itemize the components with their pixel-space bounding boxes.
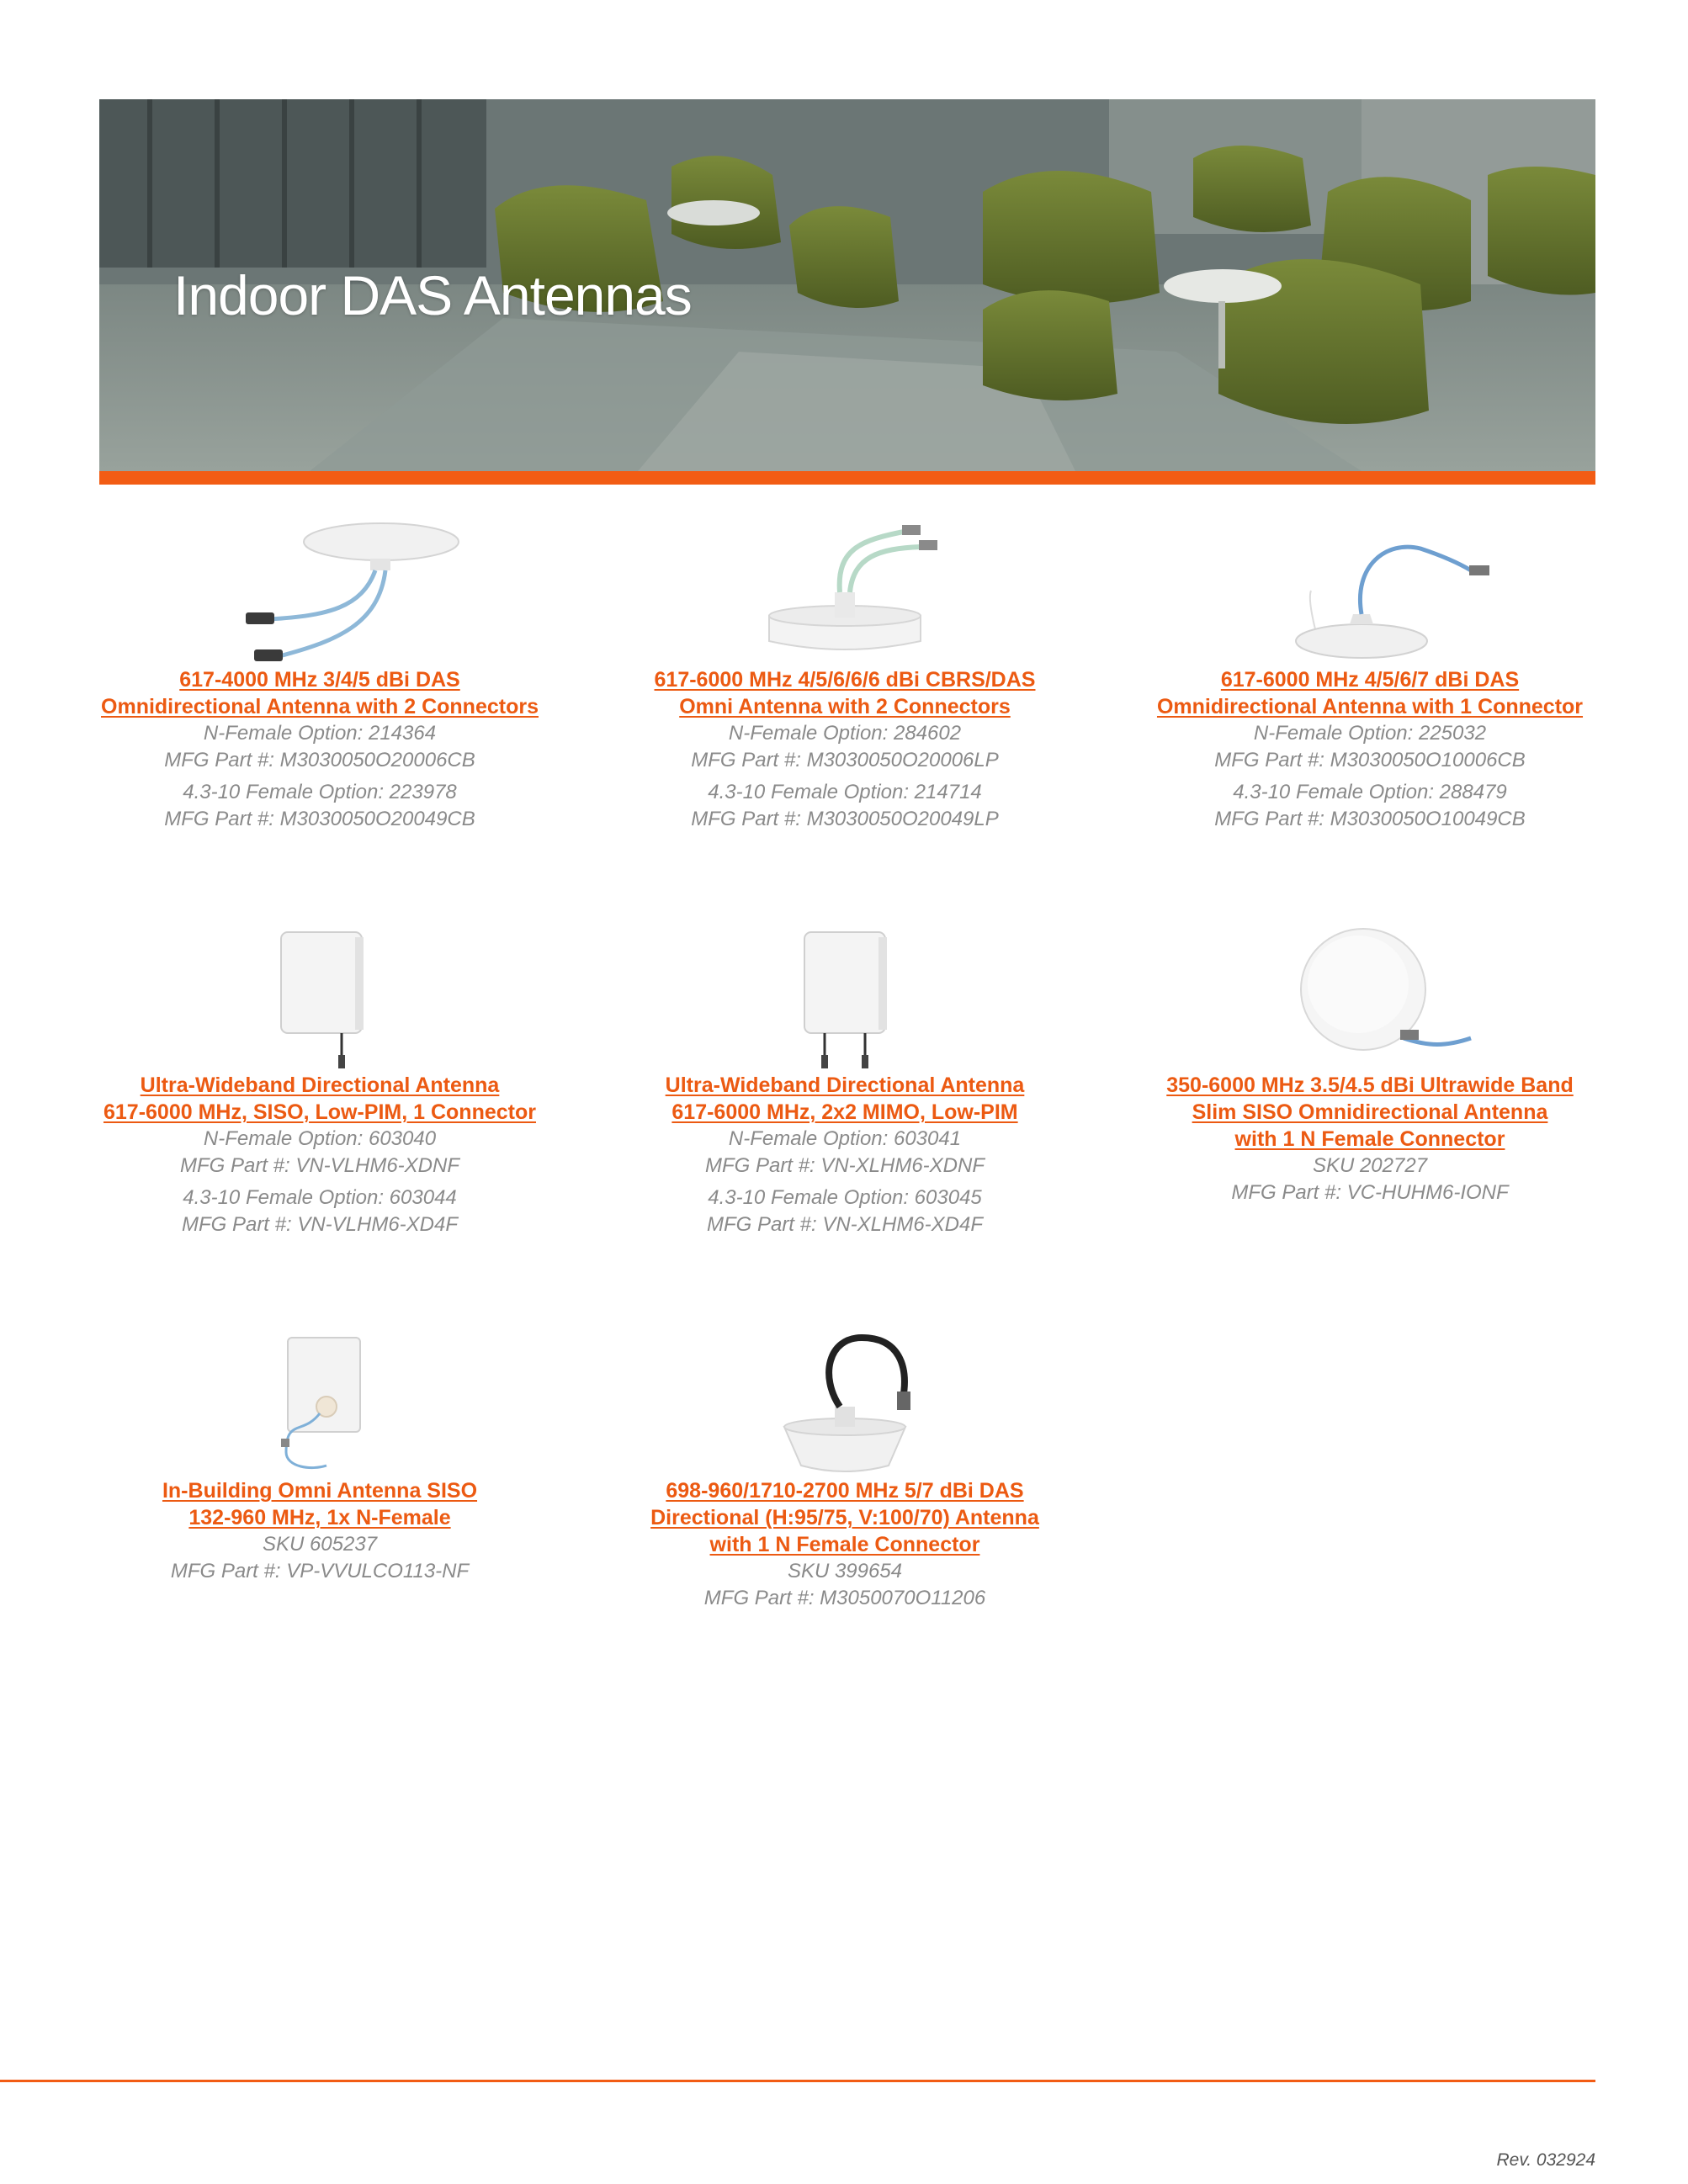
spec-line: N-Female Option: 603040 [203, 1127, 437, 1150]
product-title-link[interactable]: In-Building Omni Antenna SISO 132-960 MHz, 1x N-Female [162, 1479, 478, 1529]
product-image [584, 920, 1106, 1072]
product-image [584, 1326, 1106, 1477]
spec-line: 4.3-10 Female Option: 603045 [708, 1186, 982, 1209]
spec-line: SKU 202727 [1312, 1154, 1428, 1177]
product-title-link[interactable]: 350-6000 MHz 3.5/4.5 dBi Ultrawide Band Slim SISO Omnidirectional Antenna with 1 N Female Connector [1166, 1073, 1574, 1151]
product-card [1109, 920, 1631, 1206]
spec-line: MFG Part #: M3050070O11206 [703, 1587, 986, 1609]
spec-line: 4.3-10 Female Option: 288479 [1233, 781, 1507, 803]
ceiling-omni-antenna-icon [59, 515, 581, 666]
hero-banner [99, 99, 1595, 471]
spec-line: MFG Part #: M3030050O10049CB [1214, 808, 1526, 830]
panel-antenna-icon [584, 920, 1106, 1072]
spec-line: MFG Part #: VN-XLHM6-XDNF [704, 1154, 985, 1177]
product-card [59, 1326, 581, 1585]
product-image [1109, 920, 1631, 1072]
product-title-link[interactable]: 617-6000 MHz 4/5/6/7 dBi DAS Omnidirectional Antenna with 1 Connector [1156, 668, 1584, 718]
spec-line: 4.3-10 Female Option: 223978 [183, 781, 457, 803]
spec-line: MFG Part #: VN-VLHM6-XDNF [179, 1154, 460, 1177]
panel-antenna-icon [59, 920, 581, 1072]
spec-line: N-Female Option: 284602 [728, 722, 962, 745]
product-title-link[interactable]: Ultra-Wideband Directional Antenna 617-6000 MHz, 2x2 MIMO, Low-PIM [665, 1073, 1025, 1124]
spec-line: 4.3-10 Female Option: 603044 [183, 1186, 457, 1209]
spec-line: 4.3-10 Female Option: 214714 [708, 781, 982, 803]
ceiling-omni-antenna-icon [1109, 515, 1631, 666]
spec-line: N-Female Option: 214364 [203, 722, 437, 745]
page-title: Indoor DAS Antennas [173, 264, 692, 326]
spec-line: SKU 605237 [262, 1533, 378, 1556]
spec-line: SKU 399654 [787, 1560, 903, 1582]
spec-line: MFG Part #: M3030050O20049CB [164, 808, 475, 830]
spec-line: MFG Part #: VC-HUHM6-IONF [1231, 1181, 1509, 1204]
product-card [59, 515, 581, 833]
revision-label: Rev. 032924 [1496, 2150, 1595, 2170]
product-title-link[interactable]: 617-4000 MHz 3/4/5 dBi DAS Omnidirectional Antenna with 2 Connectors [101, 668, 539, 718]
spec-line: MFG Part #: M3030050O20006LP [691, 749, 999, 771]
spec-line: MFG Part #: M3030050O10006CB [1214, 749, 1526, 771]
product-title-link[interactable]: 698-960/1710-2700 MHz 5/7 dBi DAS Directional (H:95/75, V:100/70) Antenna with 1 N Female Connector [650, 1479, 1039, 1556]
product-image [59, 920, 581, 1072]
slim-disc-antenna-icon [1109, 920, 1631, 1072]
spec-line: N-Female Option: 225032 [1253, 722, 1487, 745]
spec-line: N-Female Option: 603041 [728, 1127, 962, 1150]
spec-line: MFG Part #: VN-XLHM6-XD4F [706, 1213, 984, 1236]
product-title-link[interactable]: 617-6000 MHz 4/5/6/6/6 dBi CBRS/DAS Omni Antenna with 2 Connectors [654, 668, 1036, 718]
spec-line: MFG Part #: VN-VLHM6-XD4F [181, 1213, 459, 1236]
spec-line: MFG Part #: M3030050O20006CB [164, 749, 475, 771]
product-image [584, 515, 1106, 666]
cone-antenna-icon [584, 1326, 1106, 1477]
product-image [59, 515, 581, 666]
flat-square-antenna-icon [59, 1326, 581, 1477]
product-image [59, 1326, 581, 1477]
dome-omni-antenna-icon [584, 515, 1106, 666]
footer-divider [0, 2080, 1595, 2082]
product-card [1109, 515, 1631, 833]
product-card [584, 515, 1106, 833]
accent-bar [99, 471, 1595, 485]
product-card [59, 920, 581, 1238]
product-image [1109, 515, 1631, 666]
product-title-link[interactable]: Ultra-Wideband Directional Antenna 617-6000 MHz, SISO, Low-PIM, 1 Connector [103, 1073, 536, 1124]
spec-line: MFG Part #: M3030050O20049LP [691, 808, 999, 830]
spec-line: MFG Part #: VP-VVULCO113-NF [170, 1560, 470, 1582]
product-card [584, 1326, 1106, 1612]
product-card [584, 920, 1106, 1238]
